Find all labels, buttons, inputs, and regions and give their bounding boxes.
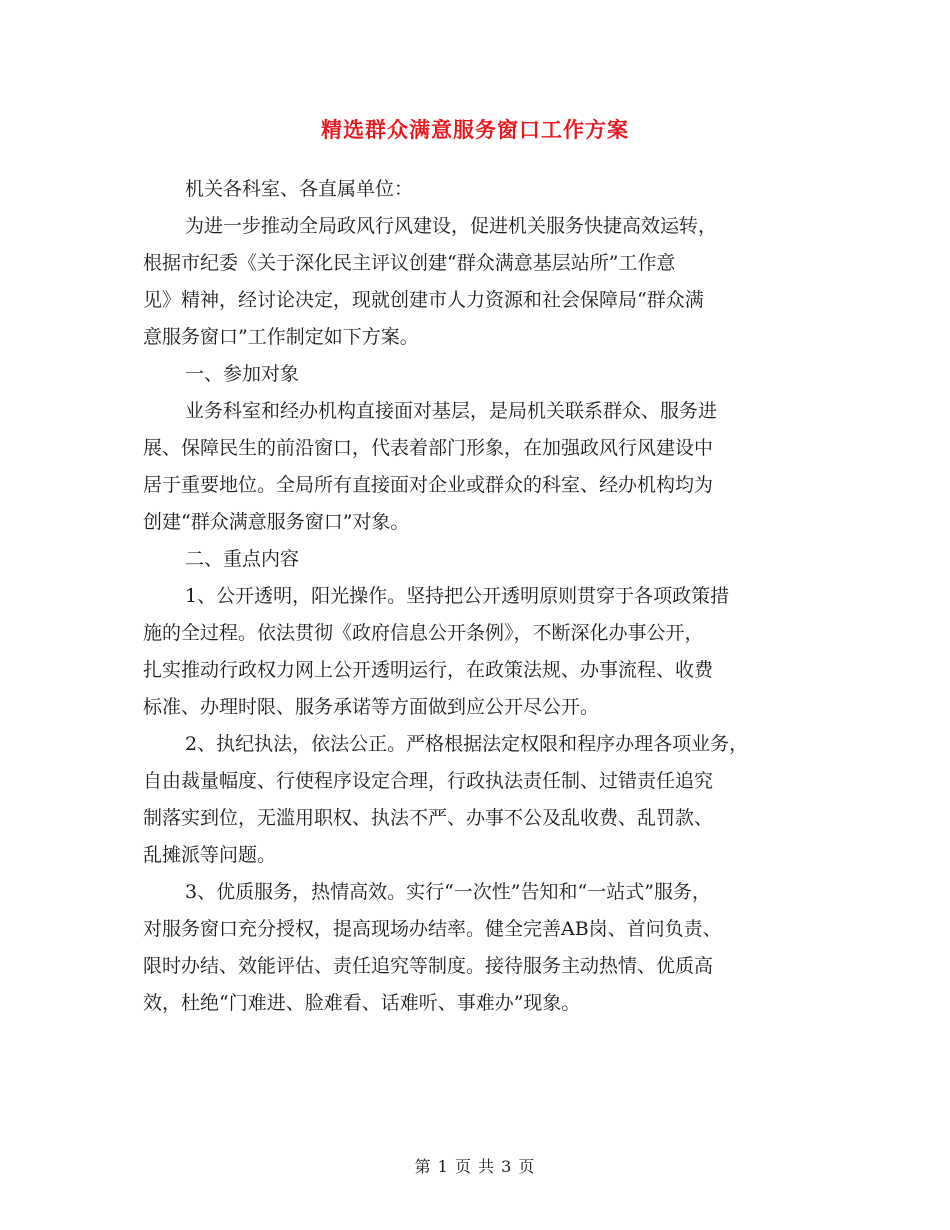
text-line: 根据市纪委《关于深化民主评议创建“群众满意基层站所”工作意 — [143, 252, 676, 274]
text-line: 展、保障民生的前沿窗口，代表着部门形象，在加强政风行风建设中 — [143, 437, 714, 459]
text-line: 居于重要地位。全局所有直接面对企业或群众的科室、经办机构均为 — [143, 474, 714, 496]
text-line: 扎实推动行政权力网上公开透明运行，在政策法规、办事流程、收费 — [143, 659, 714, 681]
text-line: 1、公开透明，阳光操作。坚持把公开透明原则贯穿于各项政策措 — [185, 585, 730, 607]
text-line: 效，杜绝“门难进、脸难看、话难听、事难办”现象。 — [143, 992, 581, 1014]
text-line: 对服务窗口充分授权，提高现场办结率。健全完善AB岗、首问负责、 — [143, 918, 722, 940]
text-line: 业务科室和经办机构直接面对基层，是局机关联系群众、服务进 — [185, 400, 718, 422]
text-line: 3、优质服务，热情高效。实行“一次性”告知和“一站式”服务， — [185, 881, 711, 903]
text-line: 见》精神，经讨论决定，现就创建市人力资源和社会保障局“群众满 — [143, 289, 704, 311]
text-line: 创建“群众满意服务窗口”对象。 — [143, 511, 410, 533]
document-title: 精选群众满意服务窗口工作方案 — [321, 118, 629, 142]
text-line: 机关各科室、各直属单位： — [185, 178, 414, 200]
text-line: 一、参加对象 — [185, 363, 300, 385]
text-line: 自由裁量幅度、行使程序设定合理，行政执法责任制、过错责任追究 — [143, 770, 714, 792]
text-line: 意服务窗口”工作制定如下方案。 — [143, 326, 419, 348]
page-footer: 第 1 页 共 3 页 — [414, 1157, 536, 1176]
text-line: 为进一步推动全局政风行风建设，促进机关服务快捷高效运转， — [185, 215, 718, 237]
text-line: 制落实到位，无滥用职权、执法不严、办事不公及乱收费、乱罚款、 — [143, 807, 714, 829]
text-line: 限时办结、效能评估、责任追究等制度。接待服务主动热情、优质高 — [143, 955, 714, 977]
text-line: 2、执纪执法，依法公正。严格根据法定权限和程序办理各项业务， — [185, 733, 749, 755]
text-line: 标准、办理时限、服务承诺等方面做到应公开尽公开。 — [143, 696, 600, 718]
text-line: 施的全过程。依法贯彻《政府信息公开条例》，不断深化办事公开， — [143, 622, 704, 644]
text-line: 二、重点内容 — [185, 548, 300, 570]
text-line: 乱摊派等问题。 — [143, 844, 277, 866]
document-body — [143, 171, 833, 1022]
